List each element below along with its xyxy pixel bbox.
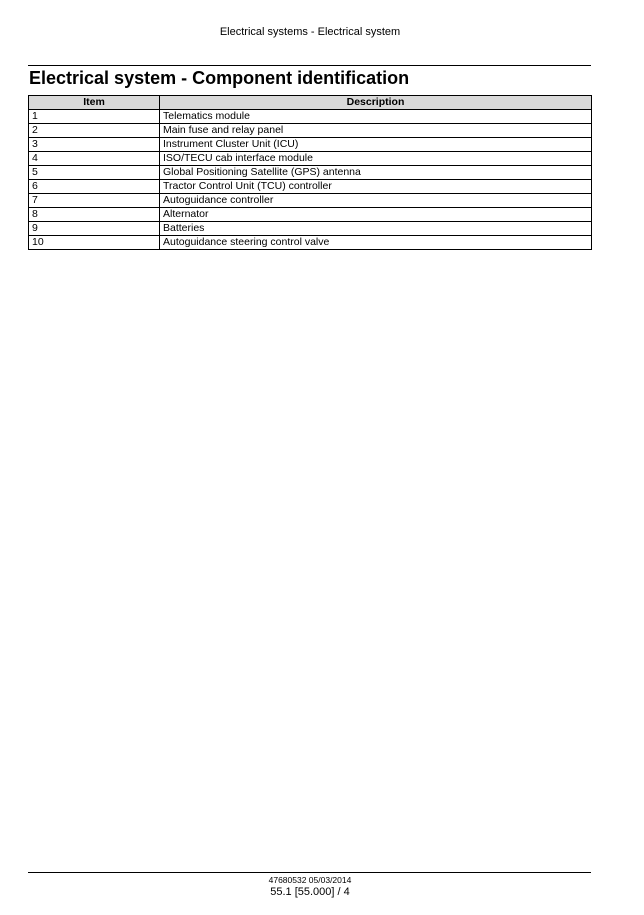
item-description: Autoguidance controller [160,194,592,208]
table-row [29,180,592,194]
item-number: 3 [29,138,160,152]
item-description: Tractor Control Unit (TCU) controller [160,180,592,194]
item-description: ISO/TECU cab interface module [160,152,592,166]
table-row [29,152,592,166]
column-header-description: Description [160,96,592,110]
document-reference: 47680532 05/03/2014 [268,875,352,885]
item-number: 5 [29,166,160,180]
component-table [28,95,592,250]
table-header-row [29,96,592,110]
item-number: 4 [29,152,160,166]
item-number: 6 [29,180,160,194]
table-row [29,194,592,208]
section-title: Electrical system - Component identification [29,68,410,88]
item-description: Instrument Cluster Unit (ICU) [160,138,592,152]
table-row [29,124,592,138]
item-number: 10 [29,236,160,250]
table-row [29,208,592,222]
item-number: 2 [29,124,160,138]
item-description: Global Positioning Satellite (GPS) antenna [160,166,592,180]
item-number: 9 [29,222,160,236]
page-reference: 55.1 [55.000] / 4 [270,886,350,898]
item-number: 8 [29,208,160,222]
item-description: Batteries [160,222,592,236]
header-rule [28,65,591,66]
table-row [29,222,592,236]
footer-rule [28,872,591,873]
item-number: 1 [29,110,160,124]
item-description: Alternator [160,208,592,222]
item-description: Telematics module [160,110,592,124]
item-description: Main fuse and relay panel [160,124,592,138]
item-number: 7 [29,194,160,208]
table-row [29,110,592,124]
page-footer [0,875,620,899]
table-row [29,138,592,152]
table-row [29,236,592,250]
page-header: Electrical systems - Electrical system [219,26,401,38]
column-header-item: Item [29,96,160,110]
item-description: Autoguidance steering control valve [160,236,592,250]
table-row [29,166,592,180]
